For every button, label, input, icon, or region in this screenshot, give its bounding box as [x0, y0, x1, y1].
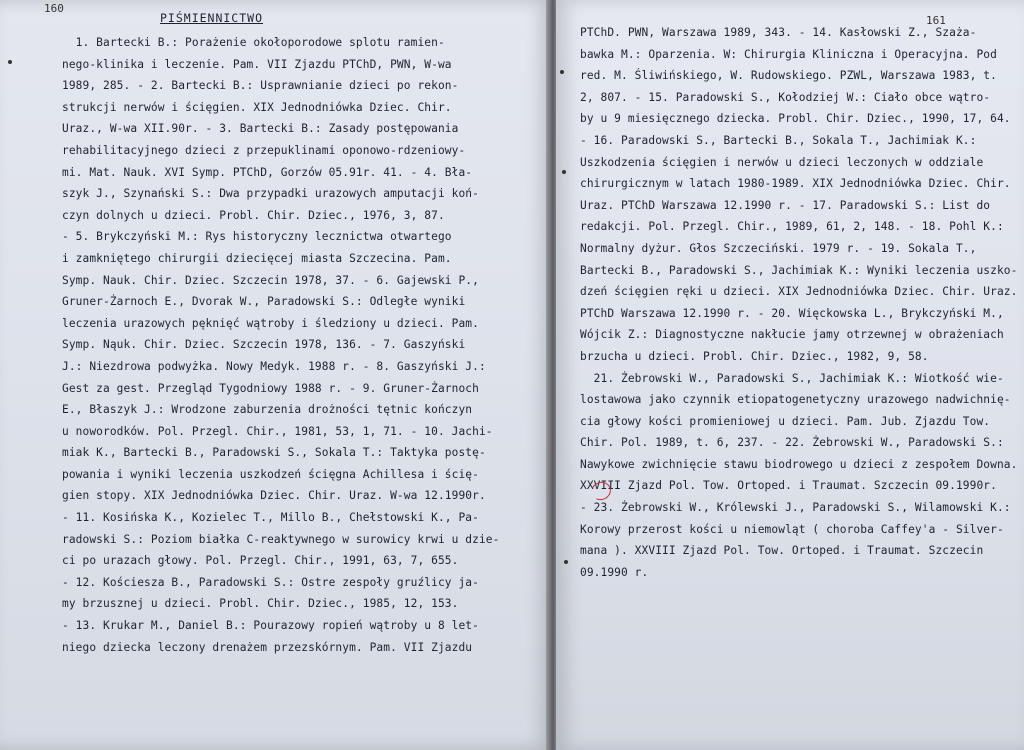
left-page-number: 160: [44, 2, 64, 15]
text-line: 2, 807. - 15. Paradowski S., Kołodziej W.: Ciało obce wątro-: [580, 90, 991, 104]
right-page-number: 161: [926, 14, 946, 27]
text-line: dzeń ścięgien ręki u dzieci. XIX Jednodniówka Dziec. Chir. Uraz.: [580, 285, 1018, 299]
text-line: by u 9 miesięcznego dziecka. Probl. Chir. Dziec., 1990, 17, 64.: [580, 112, 1011, 126]
text-line: i zamkniętego chirurgii dziecięcej miasta Szczecina. Pam.: [62, 251, 452, 265]
text-line: czyn dolnych u dzieci. Probl. Chir. Dziec., 1976, 3, 87.: [62, 208, 445, 222]
text-line: lostawowa jako czynnik etiopatogenetyczny urazowego nadwichnię-: [580, 393, 1011, 407]
text-line: Korowy przerost kości u niemowląt ( choroba Caffey'a - Silver-: [580, 522, 1004, 536]
text-line: Symp. Nauk. Chir. Dziec. Szczecin 1978, 37. - 6. Gajewski P.,: [62, 273, 479, 287]
text-line: Gest za gest. Przegląd Tygodniowy 1988 r. - 9. Gruner-Żarnoch: [62, 381, 479, 395]
text-line: Uraz., W-wa XII.90r. - 3. Bartecki B.: Zasady postępowania: [62, 122, 459, 136]
text-line: strukcji nerwów i ścięgien. XIX Jednodniówka Dziec. Chir.: [62, 100, 452, 114]
text-line: J.: Niezdrowa podwyżka. Nowy Medyk. 1988 r. - 8. Gaszyński J.:: [62, 359, 486, 373]
text-line: PTChD Warszawa 12.1990 r. - 20. Więckowska L., Brykczyński M.,: [580, 306, 1004, 320]
text-line: bawka M.: Oparzenia. W: Chirurgia Kliniczna i Operacyjna. Pod: [580, 47, 997, 61]
text-line: redakcji. Pol. Przegl. Chir., 1989, 61, 2, 148. - 18. Pohl K.:: [580, 220, 1004, 234]
text-line: - 16. Paradowski S., Bartecki B., Sokala T., Jachimiak K.:: [580, 133, 977, 147]
text-line: nego-klinika i leczenie. Pam. VII Zjazdu PTChD, PWN, W-wa: [62, 57, 452, 71]
text-line: niego dziecka leczony drenażem przezskórnym. Pam. VII Zjazdu: [62, 640, 473, 654]
text-line: E., Błaszyk J.: Wrodzone zaburzenia drożności tętnic kończyn: [62, 403, 473, 417]
text-line: gien stopy. XIX Jednodniówka Dziec. Chir. Uraz. W-wa 12.1990r.: [62, 489, 486, 503]
text-line: 1989, 285. - 2. Bartecki B.: Usprawnianie dzieci po rekon-: [62, 79, 459, 93]
text-line: brzucha u dzieci. Probl. Chir. Dziec., 1982, 9, 58.: [580, 349, 929, 363]
text-line: mi. Mat. Nauk. XVI Symp. PTChD, Gorzów 05.91r. 41. - 4. Bła-: [62, 165, 473, 179]
text-line: 21. Żebrowski W., Paradowski S., Jachimiak K.: Wiotkość wie-: [580, 371, 1004, 385]
text-line: Normalny dyżur. Głos Szczeciński. 1979 r. - 19. Sokala T.,: [580, 241, 977, 255]
text-line: Nawykowe zwichnięcie stawu biodrowego u dzieci z zespołem Downa.: [580, 457, 1018, 471]
text-line: - 5. Brykczyński M.: Rys historyczny lecznictwa otwartego: [62, 230, 452, 244]
text-line: rehabilitacyjnego dzieci z przepuklinami oponowo-rdzeniowy-: [62, 143, 466, 157]
text-line: Uszkodzenia ścięgien i nerwów u dzieci leczonych w oddziale: [580, 155, 984, 169]
text-line: - 12. Kościesza B., Paradowski S.: Ostre zespoły gruźlicy ja-: [62, 575, 479, 589]
text-line: Wójcik Z.: Diagnostyczne nakłucie jamy otrzewnej w obrażeniach: [580, 328, 1004, 342]
text-line: powania i wyniki leczenia uszkodzeń ścięgna Achillesa i ścię-: [62, 467, 479, 481]
punch-mark: [8, 60, 12, 64]
text-line: Symp. Nąuk. Chir. Dziec. Szczecin 1978, 136. - 7. Gaszyński: [62, 338, 466, 352]
text-line: mana ). XXVIII Zjazd Pol. Tow. Ortoped. i Traumat. Szczecin: [580, 544, 984, 558]
right-page-text: [580, 22, 1020, 583]
text-line: cia głowy kości promieniowej u dzieci. Pam. Jub. Zjazdu Tow.: [580, 414, 991, 428]
text-line: Chir. Pol. 1989, t. 6, 237. - 22. Żebrowski W., Paradowski S.:: [580, 436, 1004, 450]
text-line: radowski S.: Poziom białka C-reaktywnego w surowicy krwi u dzie-: [62, 532, 500, 546]
text-line: Gruner-Żarnoch E., Dvorak W., Paradowski S.: Odległe wyniki: [62, 295, 466, 309]
punch-mark: [564, 560, 568, 564]
text-line: - 13. Krukar M., Daniel B.: Pourazowy ropień wątroby u 8 let-: [62, 619, 479, 633]
text-line: 1. Bartecki B.: Porażenie okołoporodowe splotu ramien-: [62, 36, 445, 49]
text-line: miak K., Bartecki B., Paradowski S., Sokala T.: Taktyka postę-: [62, 446, 486, 460]
references-title: PIŚMIENNICTWO: [160, 11, 264, 25]
text-line: Uraz. PTChD Warszawa 12.1990 r. - 17. Paradowski S.: List do: [580, 198, 991, 212]
text-line: red. M. Śliwińskiego, W. Rudowskiego. PZWL, Warszawa 1983, t.: [580, 69, 997, 83]
text-line: szyk J., Szynański S.: Dwa przypadki urazowych amputacji koń-: [62, 187, 479, 201]
text-line: XXVIII Zjazd Pol. Tow. Ortoped. i Traumat. Szczecin 09.1990r.: [580, 479, 997, 493]
text-line: my brzusznej u dzieci. Probl. Chir. Dziec., 1985, 12, 153.: [62, 597, 459, 611]
text-line: leczenia urazowych pęknięć wątroby i śledziony u dzieci. Pam.: [62, 316, 479, 330]
text-line: - 23. Żebrowski W., Królewski J., Paradowski S., Wilamowski K.:: [580, 501, 1011, 515]
punch-mark: [562, 170, 566, 174]
text-line: chirurgicznym w latach 1980-1989. XIX Jednodniówka Dziec. Chir.: [580, 177, 1011, 191]
text-line: 09.1990 r.: [580, 565, 649, 579]
punch-mark: [560, 70, 564, 74]
text-line: u noworodków. Pol. Przegl. Chir., 1981, 53, 1, 71. - 10. Jachi-: [62, 424, 493, 438]
text-line: PTChD. PWN, Warszawa 1989, 343. - 14. Kasłowski Z., Szaża-: [580, 26, 977, 39]
text-line: Bartecki B., Paradowski S., Jachimiak K.: Wyniki leczenia uszko-: [580, 263, 1018, 277]
left-page-text: [62, 32, 542, 658]
text-line: ci po urazach głowy. Pol. Przegl. Chir., 1991, 63, 7, 655.: [62, 554, 459, 568]
text-line: - 11. Kosińska K., Kozielec T., Millo B., Chełstowski K., Pa-: [62, 511, 479, 525]
